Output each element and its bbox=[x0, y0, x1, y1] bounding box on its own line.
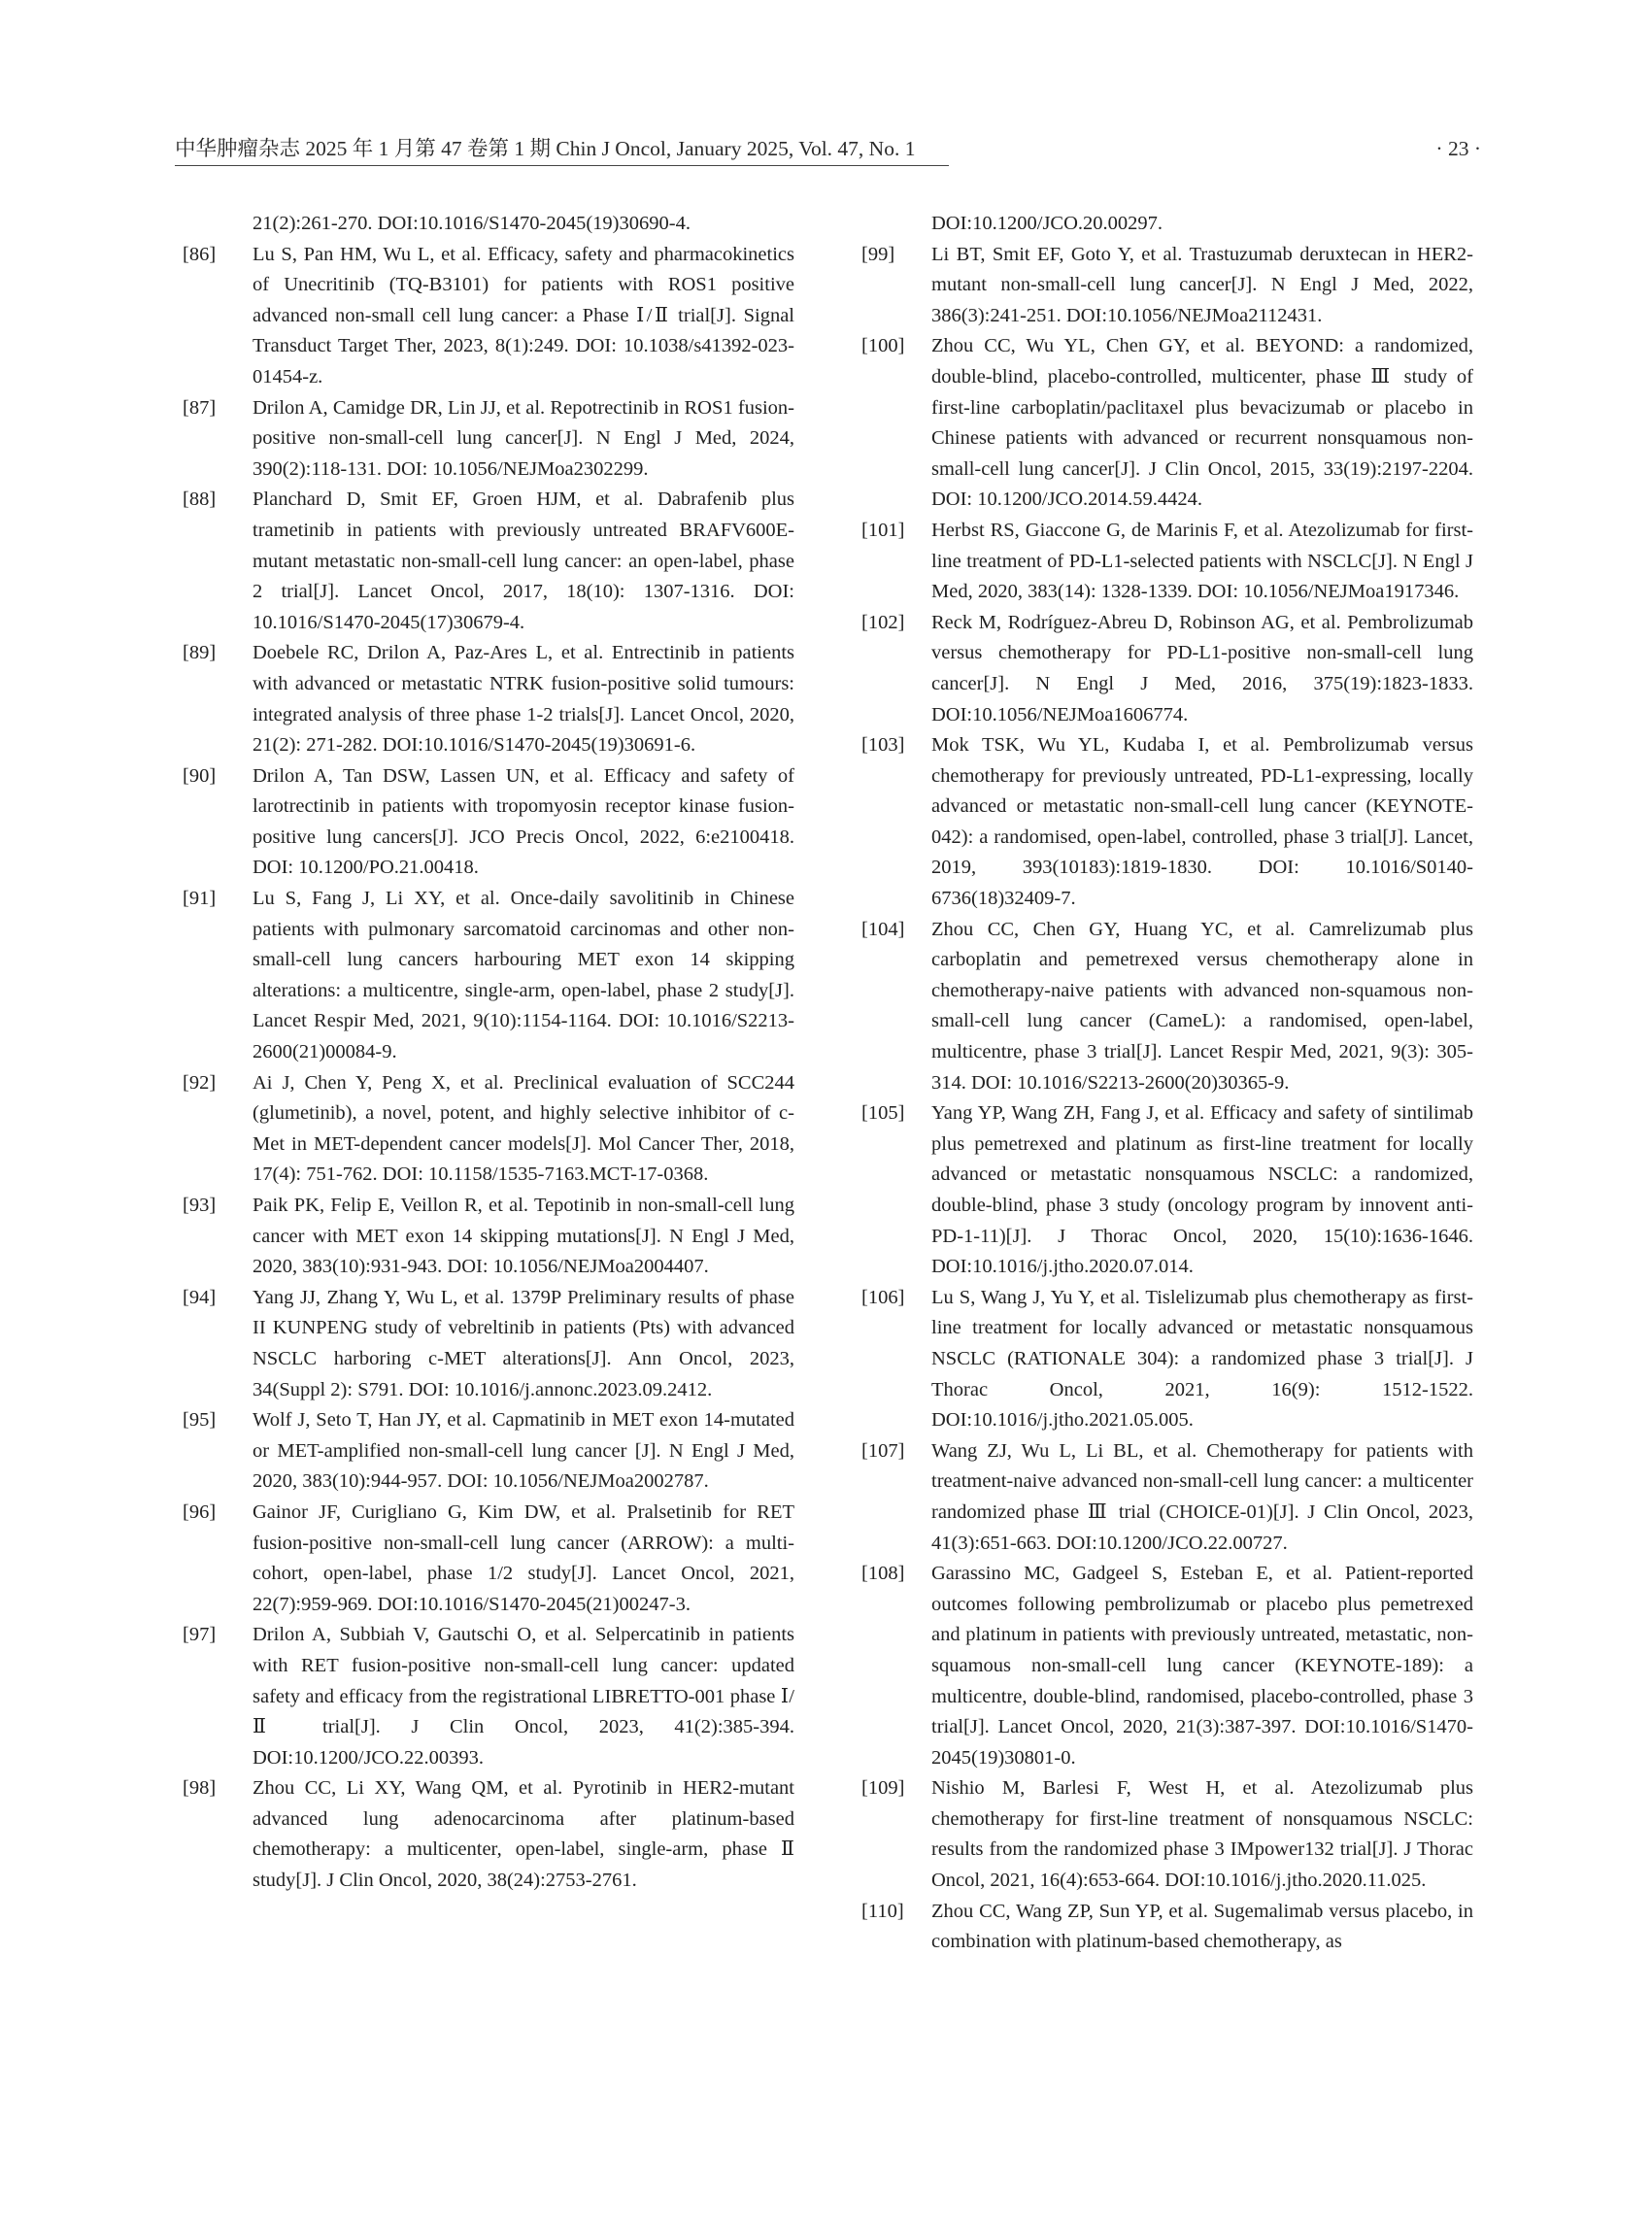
reference-entry bbox=[183, 761, 794, 884]
reference-text: Zhou CC, Li XY, Wang QM, et al. Pyrotinib in HER2-mutant advanced lung adenocarcinoma after platinum-based chemotherapy: a multicenter, open-label, single-arm, phase Ⅱ study[J]. J Clin Oncol, 2020, 38(24):2753-2761. bbox=[253, 1777, 794, 1892]
reference-number: [91] bbox=[183, 888, 217, 910]
reference-continuation bbox=[861, 209, 1473, 240]
reference-number: [97] bbox=[183, 1624, 217, 1646]
reference-number: [90] bbox=[183, 764, 217, 787]
reference-number: [99] bbox=[861, 243, 895, 265]
reference-entry bbox=[183, 1283, 794, 1405]
reference-entry bbox=[183, 1191, 794, 1283]
running-header bbox=[175, 134, 1481, 163]
reference-text: Li BT, Smit EF, Goto Y, et al. Trastuzumab deruxtecan in HER2-mutant non-small-cell lung cancer[J]. N Engl J Med, 2022, 386(3):241-251. DOI:10.1056/NEJMoa2112431. bbox=[931, 243, 1473, 326]
reference-number: [87] bbox=[183, 396, 217, 419]
reference-number: [93] bbox=[183, 1195, 217, 1216]
reference-text: DOI:10.1200/JCO.20.00297. bbox=[931, 213, 1163, 234]
reference-text: Drilon A, Subbiah V, Gautschi O, et al. Selpercatinib in patients with RET fusion-positive non-small-cell lung cancer: updated safety and efficacy from the registrational LIBRETTO-001 phase Ⅰ/Ⅱ trial[J]. J Clin Oncol, 2023, 41(2):385-394. DOI:10.1200/JCO.22.00393. bbox=[253, 1624, 794, 1769]
reference-entry bbox=[183, 1773, 794, 1896]
reference-entry bbox=[183, 240, 794, 393]
reference-entry bbox=[861, 1559, 1473, 1773]
reference-text: Drilon A, Tan DSW, Lassen UN, et al. Efficacy and safety of larotrectinib in patients with tropomyosin receptor kinase fusion-positive lung cancers[J]. JCO Precis Oncol, 2022, 6:e2100418. DOI: 10.1200/PO.21.00418. bbox=[253, 764, 794, 879]
reference-entry bbox=[861, 1897, 1473, 1958]
reference-entry bbox=[861, 1283, 1473, 1436]
reference-number: [101] bbox=[861, 519, 905, 541]
reference-entry bbox=[183, 884, 794, 1068]
reference-text: Drilon A, Camidge DR, Lin JJ, et al. Repotrectinib in ROS1 fusion-positive non-small-cell lung cancer[J]. N Engl J Med, 2024, 390(2):118-131. DOI: 10.1056/NEJMoa2302299. bbox=[253, 396, 794, 480]
reference-entry bbox=[861, 1098, 1473, 1283]
reference-text: Planchard D, Smit EF, Groen HJM, et al. Dabrafenib plus trametinib in patients with previously untreated BRAFV600E-mutant metastatic non-small-cell lung cancer: an open-label, phase 2 trial[J]. Lancet Oncol, 2017, 18(10): 1307-1316. DOI: 10.1016/S1470-2045(17)30679-4. bbox=[253, 489, 794, 633]
reference-continuation bbox=[183, 209, 794, 240]
reference-text: Zhou CC, Wang ZP, Sun YP, et al. Sugemalimab versus placebo, in combination with platinum-based chemotherapy, as bbox=[931, 1900, 1473, 1953]
reference-number: [92] bbox=[183, 1071, 217, 1094]
reference-number: [109] bbox=[861, 1777, 905, 1800]
reference-number: [95] bbox=[183, 1409, 217, 1432]
reference-entry bbox=[183, 393, 794, 486]
reference-text: Zhou CC, Wu YL, Chen GY, et al. BEYOND: a randomized, double-blind, placebo-controlled, multicenter, phase Ⅲ study of first-line carboplatin/paclitaxel plus bevacizumab or placebo in Chinese patients with advanced or recurrent nonsquamous non-small-cell lung cancer[J]. J Clin Oncol, 2015, 33(19):2197-2204. DOI: 10.1200/JCO.2014.59.4424. bbox=[931, 335, 1473, 511]
reference-entry bbox=[183, 1498, 794, 1620]
reference-number: [104] bbox=[861, 918, 905, 940]
reference-text: Mok TSK, Wu YL, Kudaba I, et al. Pembrolizumab versus chemotherapy for previously untreated, PD-L1-expressing, locally advanced or metastatic non-small-cell lung cancer (KEYNOTE-042): a randomised, open-label, controlled, phase 3 trial[J]. Lancet, 2019, 393(10183):1819-1830. DOI: 10.1016/S0140-6736(18)32409-7. bbox=[931, 734, 1473, 910]
header-rule bbox=[175, 165, 949, 166]
reference-text: Lu S, Wang J, Yu Y, et al. Tislelizumab plus chemotherapy as first-line treatment for locally advanced or metastatic nonsquamous NSCLC (RATIONALE 304): a randomized phase 3 trial[J]. J Thorac Oncol, 2021, 16(9): 1512-1522. DOI:10.1016/j.jtho.2021.05.005. bbox=[931, 1286, 1473, 1432]
reference-number: [107] bbox=[861, 1439, 905, 1462]
reference-text: Gainor JF, Curigliano G, Kim DW, et al. Pralsetinib for RET fusion-positive non-small-cell lung cancer (ARROW): a multi-cohort, open-label, phase 1/2 study[J]. Lancet Oncol, 2021, 22(7):959-969. DOI:10.1016/S1470-2045(21)00247-3. bbox=[253, 1500, 794, 1615]
reference-text: Doebele RC, Drilon A, Paz-Ares L, et al. Entrectinib in patients with advanced or metastatic NTRK fusion-positive solid tumours: integrated analysis of three phase 1-2 trials[J]. Lancet Oncol, 2020, 21(2): 271-282. DOI:10.1016/S1470-2045(19)30691-6. bbox=[253, 642, 794, 757]
reference-text: Ai J, Chen Y, Peng X, et al. Preclinical evaluation of SCC244 (glumetinib), a novel, potent, and highly selective inhibitor of c-Met in MET-dependent cancer models[J]. Mol Cancer Ther, 2018, 17(4): 751-762. DOI: 10.1158/1535-7163.MCT-17-0368. bbox=[253, 1071, 794, 1186]
reference-text: Wolf J, Seto T, Han JY, et al. Capmatinib in MET exon 14-mutated or MET-amplified non-small-cell lung cancer [J]. N Engl J Med, 2020, 383(10):944-957. DOI: 10.1056/NEJMoa2002787. bbox=[253, 1409, 794, 1493]
reference-entry bbox=[861, 915, 1473, 1099]
reference-number: [105] bbox=[861, 1102, 905, 1125]
reference-entry bbox=[183, 1068, 794, 1191]
reference-text: Lu S, Pan HM, Wu L, et al. Efficacy, safety and pharmacokinetics of Unecritinib (TQ-B3101) for patients with ROS1 positive advanced non-small cell lung cancer: a Phase Ⅰ/Ⅱ trial[J]. Signal Transduct Target Ther, 2023, 8(1):249. DOI: 10.1038/s41392-023-01454-z. bbox=[253, 243, 794, 388]
reference-number: [86] bbox=[183, 243, 217, 265]
reference-number: [100] bbox=[861, 335, 905, 357]
reference-entry bbox=[861, 240, 1473, 332]
reference-text: Yang JJ, Zhang Y, Wu L, et al. 1379P Preliminary results of phase II KUNPENG study of vebreltinib in patients (Pts) with advanced NSCLC harboring c-MET alterations[J]. Ann Oncol, 2023, 34(Suppl 2): S791. DOI: 10.1016/j.annonc.2023.09.2412. bbox=[253, 1286, 794, 1400]
reference-entry bbox=[861, 608, 1473, 730]
reference-text: Reck M, Rodríguez-Abreu D, Robinson AG, et al. Pembrolizumab versus chemotherapy for PD-L1-positive non-small-cell lung cancer[J]. N Engl J Med, 2016, 375(19):1823-1833. DOI:10.1056/NEJMoa1606774. bbox=[931, 611, 1473, 725]
reference-text: 21(2):261-270. DOI:10.1016/S1470-2045(19)30690-4. bbox=[253, 213, 691, 234]
reference-entry bbox=[183, 1620, 794, 1773]
reference-text: Lu S, Fang J, Li XY, et al. Once-daily savolitinib in Chinese patients with pulmonary sarcomatoid carcinomas and other non-small-cell lung cancers harbouring MET exon 14 skipping alterations: a multicentre, single-arm, open-label, phase 2 study[J]. Lancet Respir Med, 2021, 9(10):1154-1164. DOI: 10.1016/S2213-2600(21)00084-9. bbox=[253, 888, 794, 1063]
reference-entry bbox=[861, 1436, 1473, 1559]
reference-number: [96] bbox=[183, 1500, 217, 1523]
reference-number: [94] bbox=[183, 1286, 217, 1308]
reference-number: [98] bbox=[183, 1777, 217, 1800]
reference-text: Herbst RS, Giaccone G, de Marinis F, et al. Atezolizumab for first-line treatment of PD-L1-selected patients with NSCLC[J]. N Engl J Med, 2020, 383(14): 1328-1339. DOI: 10.1056/NEJMoa1917346. bbox=[931, 519, 1473, 603]
reference-column-left bbox=[183, 209, 794, 1897]
reference-number: [106] bbox=[861, 1286, 905, 1308]
reference-number: [110] bbox=[861, 1900, 904, 1922]
reference-number: [102] bbox=[861, 611, 905, 633]
reference-entry bbox=[183, 485, 794, 638]
reference-number: [103] bbox=[861, 734, 905, 757]
reference-number: [88] bbox=[183, 489, 217, 511]
reference-column-right bbox=[861, 209, 1473, 1958]
reference-number: [108] bbox=[861, 1563, 905, 1585]
reference-text: Yang YP, Wang ZH, Fang J, et al. Efficacy and safety of sintilimab plus pemetrexed and platinum as first-line treatment for locally advanced or metastatic nonsquamous NSCLC: a randomized, double-blind, phase 3 study (oncology program by innovent anti-PD-1-11)[J]. J Thorac Oncol, 2020, 15(10):1636-1646. DOI:10.1016/j.jtho.2020.07.014. bbox=[931, 1102, 1473, 1278]
page-number: · 23 · bbox=[1435, 137, 1481, 160]
reference-entry bbox=[861, 1773, 1473, 1896]
reference-text: Garassino MC, Gadgeel S, Esteban E, et al. Patient-reported outcomes following pembrolizumab or placebo plus pemetrexed and platinum in patients with previously untreated, metastatic, non-squamous non-small-cell lung cancer (KEYNOTE-189): a multicentre, double-blind, randomised, placebo-controlled, phase 3 trial[J]. Lancet Oncol, 2020, 21(3):387-397. DOI:10.1016/S1470-2045(19)30801-0. bbox=[931, 1563, 1473, 1769]
reference-number: [89] bbox=[183, 642, 217, 664]
reference-entry bbox=[861, 516, 1473, 608]
reference-text: Paik PK, Felip E, Veillon R, et al. Tepotinib in non-small-cell lung cancer with MET exon 14 skipping mutations[J]. N Engl J Med, 2020, 383(10):931-943. DOI: 10.1056/NEJMoa2004407. bbox=[253, 1195, 794, 1278]
reference-entry bbox=[861, 730, 1473, 915]
reference-entry bbox=[183, 638, 794, 760]
journal-citation: 中华肿瘤杂志 2025 年 1 月第 47 卷第 1 期 Chin J Oncol, January 2025, Vol. 47, No. 1 bbox=[175, 137, 916, 160]
reference-entry bbox=[861, 331, 1473, 516]
reference-text: Zhou CC, Chen GY, Huang YC, et al. Camrelizumab plus carboplatin and pemetrexed versus chemotherapy alone in chemotherapy-naive patients with advanced non-squamous non-small-cell lung cancer (CameL): a randomised, open-label, multicentre, phase 3 trial[J]. Lancet Respir Med, 2021, 9(3): 305-314. DOI: 10.1016/S2213-2600(20)30365-9. bbox=[931, 918, 1473, 1094]
reference-entry bbox=[183, 1405, 794, 1498]
reference-text: Nishio M, Barlesi F, West H, et al. Atezolizumab plus chemotherapy for first-line treatment of nonsquamous NSCLC: results from the randomized phase 3 IMpower132 trial[J]. J Thorac Oncol, 2021, 16(4):653-664. DOI:10.1016/j.jtho.2020.11.025. bbox=[931, 1777, 1473, 1892]
reference-text: Wang ZJ, Wu L, Li BL, et al. Chemotherapy for patients with treatment-naive advanced non-small-cell lung cancer: a multicenter randomized phase Ⅲ trial (CHOICE-01)[J]. J Clin Oncol, 2023, 41(3):651-663. DOI:10.1200/JCO.22.00727. bbox=[931, 1439, 1473, 1554]
